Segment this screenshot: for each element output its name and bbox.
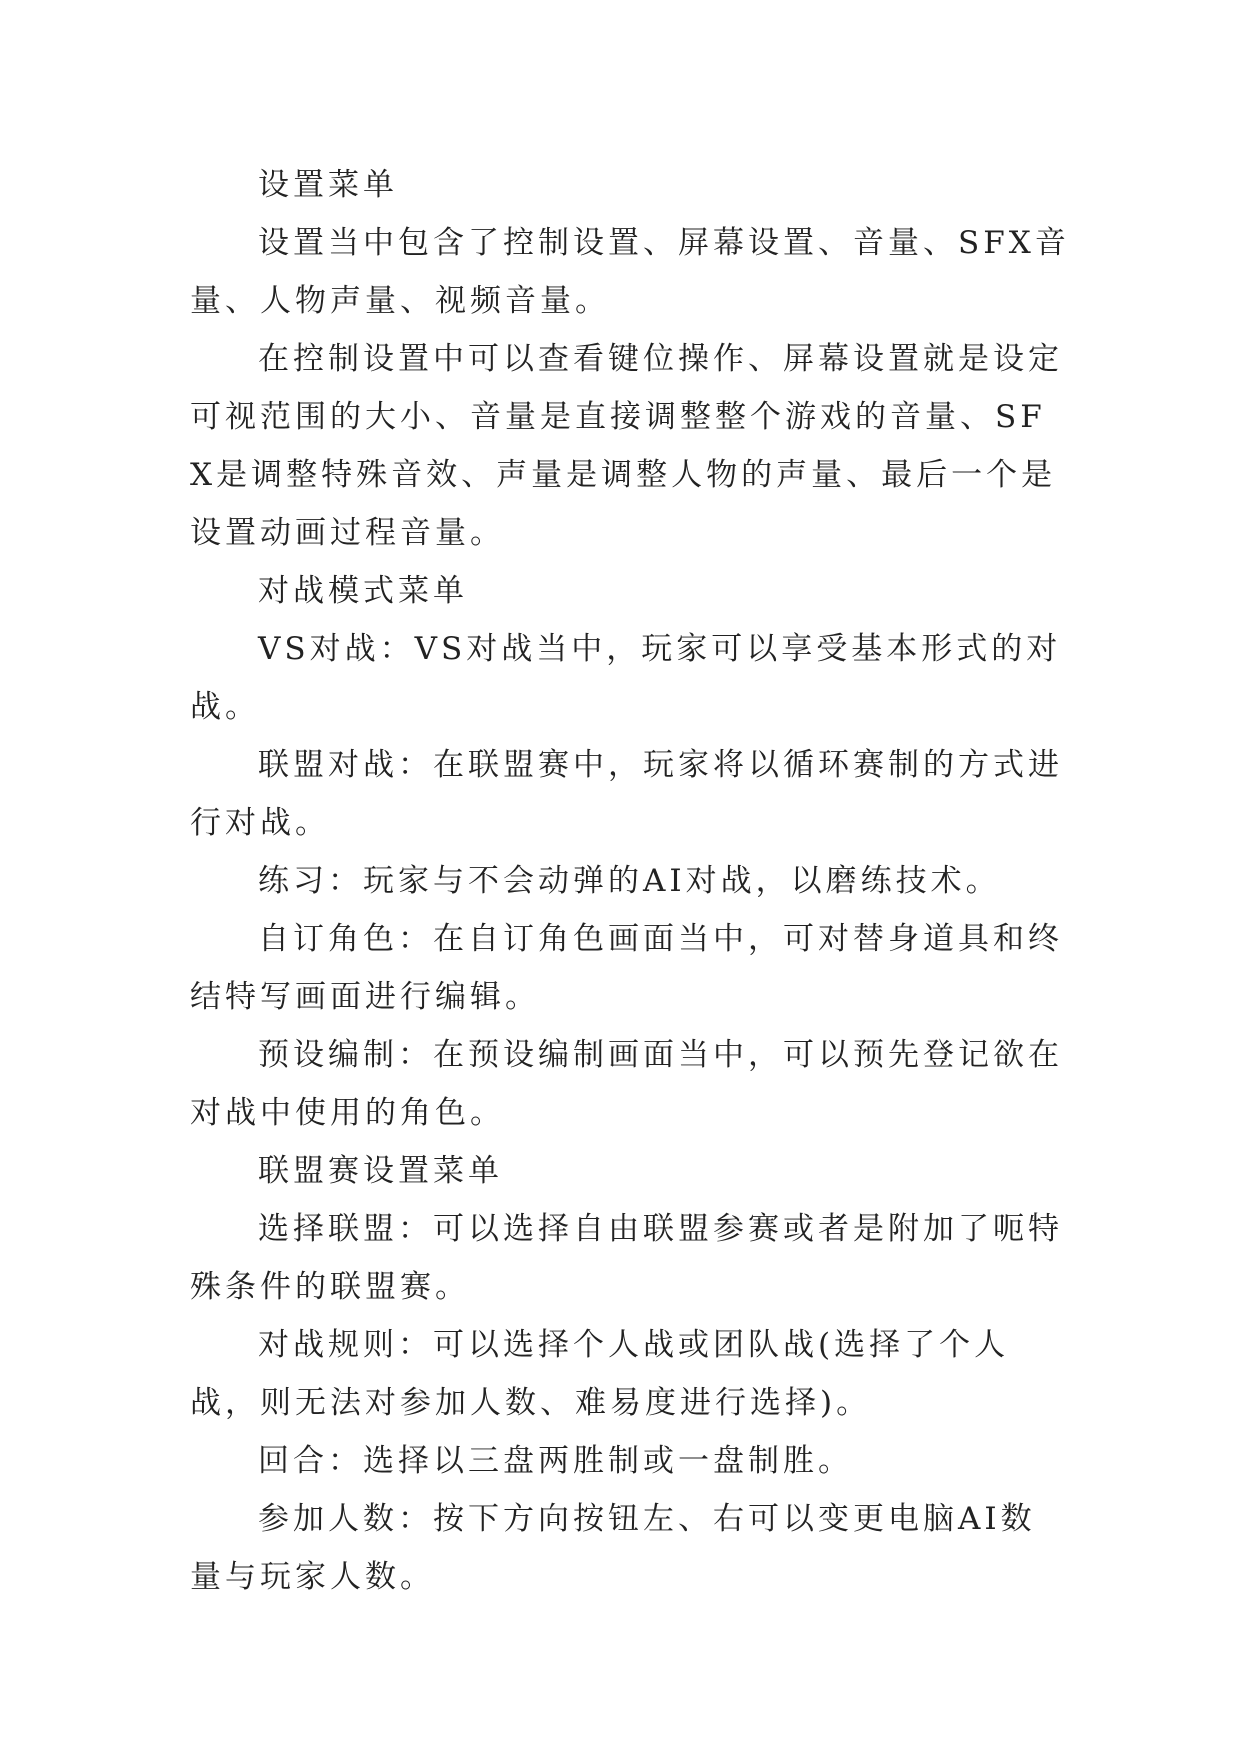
paragraph-custom-character: 自订角色：在自订角色画面当中，可对替身道具和终结特写画面进行编辑。: [190, 921, 1063, 1015]
paragraph-battle-rules: 对战规则：可以选择个人战或团队战(选择了个人战，则无法对参加人数、难易度进行选择)。: [190, 1327, 1010, 1421]
section-heading-battle-mode-menu: 对战模式菜单: [258, 573, 468, 609]
section-heading-settings-menu: 设置菜单: [258, 167, 398, 203]
paragraph-practice: 练习：玩家与不会动弹的AI对战，以磨练技术。: [258, 863, 1001, 899]
document-body: [190, 156, 1070, 1606]
paragraph-league-battle: 联盟对战：在联盟赛中，玩家将以循环赛制的方式进行对战。: [190, 747, 1063, 841]
paragraph-rounds: 回合：选择以三盘两胜制或一盘制胜。: [258, 1443, 853, 1479]
paragraph-select-league: 选择联盟：可以选择自由联盟参赛或者是附加了呃特殊条件的联盟赛。: [190, 1211, 1063, 1305]
paragraph-participants: 参加人数：按下方向按钮左、右可以变更电脑AI数量与玩家人数。: [190, 1501, 1036, 1595]
paragraph-vs-battle: VS对战：VS对战当中，玩家可以享受基本形式的对战。: [190, 631, 1062, 725]
paragraph-settings-details: 在控制设置中可以查看键位操作、屏幕设置就是设定可视范围的大小、音量是直接调整整个游戏的音量、SFX是调整特殊音效、声量是调整人物的声量、最后一个是设置动画过程音量。: [190, 341, 1063, 551]
section-heading-league-settings-menu: 联盟赛设置菜单: [258, 1153, 503, 1189]
paragraph-settings-contents: 设置当中包含了控制设置、屏幕设置、音量、SFX音量、人物声量、视频音量。: [190, 225, 1070, 319]
paragraph-preset-formation: 预设编制：在预设编制画面当中，可以预先登记欲在对战中使用的角色。: [190, 1037, 1063, 1131]
